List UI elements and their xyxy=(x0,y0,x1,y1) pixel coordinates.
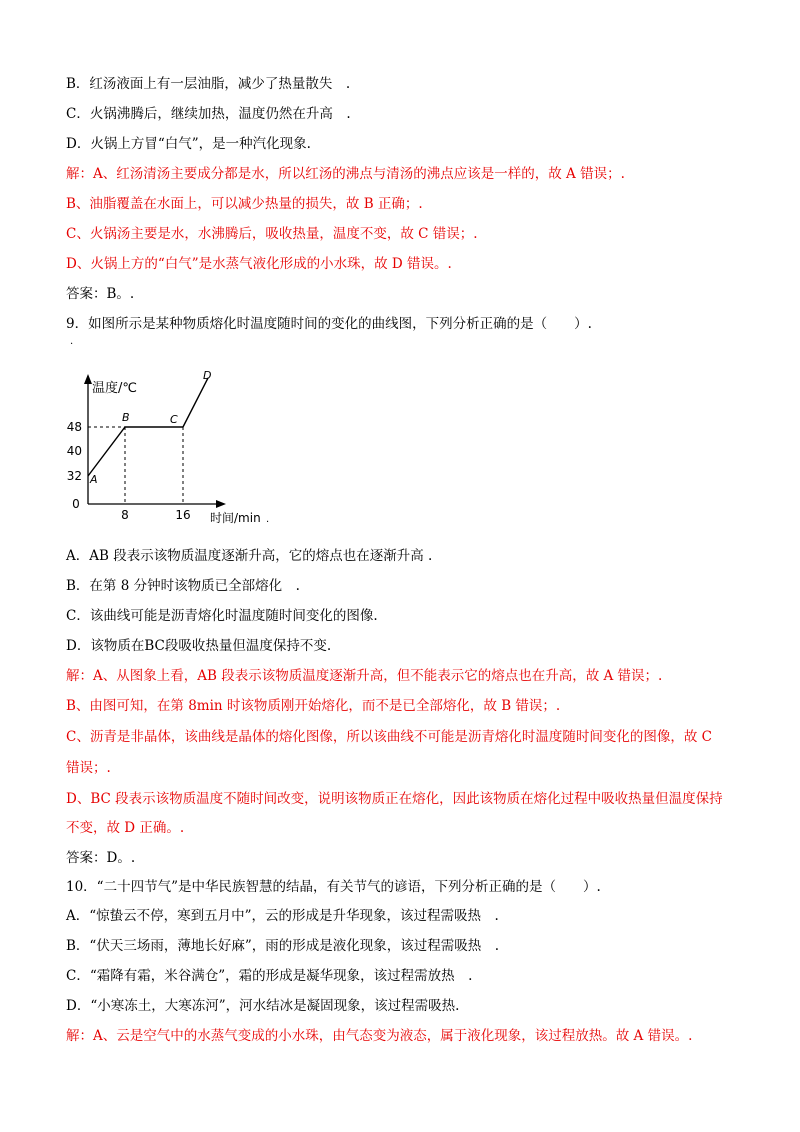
x-tick-16: 16 xyxy=(175,508,191,522)
q8-solution-a: 解：A、红汤清汤主要成分都是水，所以红汤的沸点与清汤的沸点应该是一样的，故 A 错误；. xyxy=(66,166,625,182)
q9-stray-dot: . xyxy=(70,336,74,347)
point-b: B xyxy=(122,411,130,424)
y-tick-32: 32 xyxy=(66,469,82,483)
melting-curve-figure xyxy=(60,364,280,534)
q8-answer: 答案：B。. xyxy=(66,286,135,302)
q9-solution-d-cont: 不变，故 D 正确。. xyxy=(66,820,185,836)
q9-option-a: A．AB 段表示该物质温度逐渐升高，它的熔点也在逐渐升高 . xyxy=(66,548,433,564)
q10-option-d: D．“小寒冻土，大寒冻河”，河水结冰是凝固现象，该过程需吸热. xyxy=(66,998,460,1014)
q9-option-c: C．该曲线可能是沥青熔化时温度随时间变化的图像. xyxy=(66,608,378,624)
x-axis-arrow xyxy=(216,500,226,508)
q8-solution-c: C、火锅汤主要是水，水沸腾后，吸收热量，温度不变，故 C 错误；. xyxy=(66,226,478,242)
q9-answer: 答案：D。. xyxy=(66,850,136,866)
x-axis-label: 时间/min xyxy=(210,511,261,525)
q9-option-b: B．在第 8 分钟时该物质已全部熔化 . xyxy=(66,578,300,594)
point-a: A xyxy=(90,473,98,486)
q10-option-c: C．“霜降有霜，米谷满仓”，霜的形成是凝华现象，该过程需放热 . xyxy=(66,968,473,984)
q8-option-d: D．火锅上方冒“白气”，是一种汽化现象. xyxy=(66,136,311,152)
q9-solution-b: B、由图可知，在第 8min 时该物质刚开始熔化，而不是已全部熔化，故 B 错误；. xyxy=(66,698,561,714)
q8-solution-b: B、油脂覆盖在水面上，可以减少热量的损失，故 B 正确；. xyxy=(66,196,423,212)
y-tick-40: 40 xyxy=(66,444,82,458)
y-axis-arrow xyxy=(84,374,92,384)
q8-option-c: C．火锅沸腾后，继续加热，温度仍然在升高 . xyxy=(66,106,351,122)
y-tick-48: 48 xyxy=(66,420,82,434)
q10-solution-a: 解：A、云是空气中的水蒸气变成的小水珠，由气态变为液态，属于液化现象，该过程放热。故 A 错误。. xyxy=(66,1028,693,1044)
q9-solution-d: D、BC 段表示该物质温度不随时间改变，说明该物质正在熔化，因此该物质在熔化过程中吸收热量但温度保持 xyxy=(66,791,723,807)
q9-stem: 9．如图所示是某种物质熔化时温度随时间的变化的曲线图，下列分析正确的是（ ）. xyxy=(66,316,592,332)
q10-option-b: B．“伏天三场雨，薄地长好麻”，雨的形成是液化现象，该过程需吸热 . xyxy=(66,938,500,954)
q8-option-b: B．红汤液面上有一层油脂，减少了热量散失 . xyxy=(66,76,351,92)
q8-solution-d: D、火锅上方的“白气”是水蒸气液化形成的小水珠，故 D 错误。. xyxy=(66,256,452,272)
q10-stem: 10．“二十四节气”是中华民族智慧的结晶，有关节气的谚语，下列分析正确的是（ ）. xyxy=(66,879,601,895)
figure-trailing-dot: . xyxy=(266,514,270,525)
q10-option-a: A．“惊蛰云不停，寒到五月中”，云的形成是升华现象，该过程需吸热 . xyxy=(66,908,499,924)
q9-solution-a: 解：A、从图象上看，AB 段表示该物质温度逐渐升高，但不能表示它的熔点也在升高，故 A 错误；. xyxy=(66,668,663,684)
q9-solution-c: C、沥青是非晶体，该曲线是晶体的熔化图像，所以该曲线不可能是沥青熔化时温度随时间变化的图像，故 C xyxy=(66,729,712,745)
q9-solution-c-cont: 错误；. xyxy=(66,760,111,776)
q9-option-d: D．该物质在BC段吸收热量但温度保持不变. xyxy=(66,638,332,654)
y-axis-label: 温度/℃ xyxy=(92,381,137,396)
point-c: C xyxy=(170,413,178,426)
x-tick-8: 8 xyxy=(121,508,129,522)
point-d: D xyxy=(203,369,212,382)
origin-label: 0 xyxy=(72,497,80,511)
